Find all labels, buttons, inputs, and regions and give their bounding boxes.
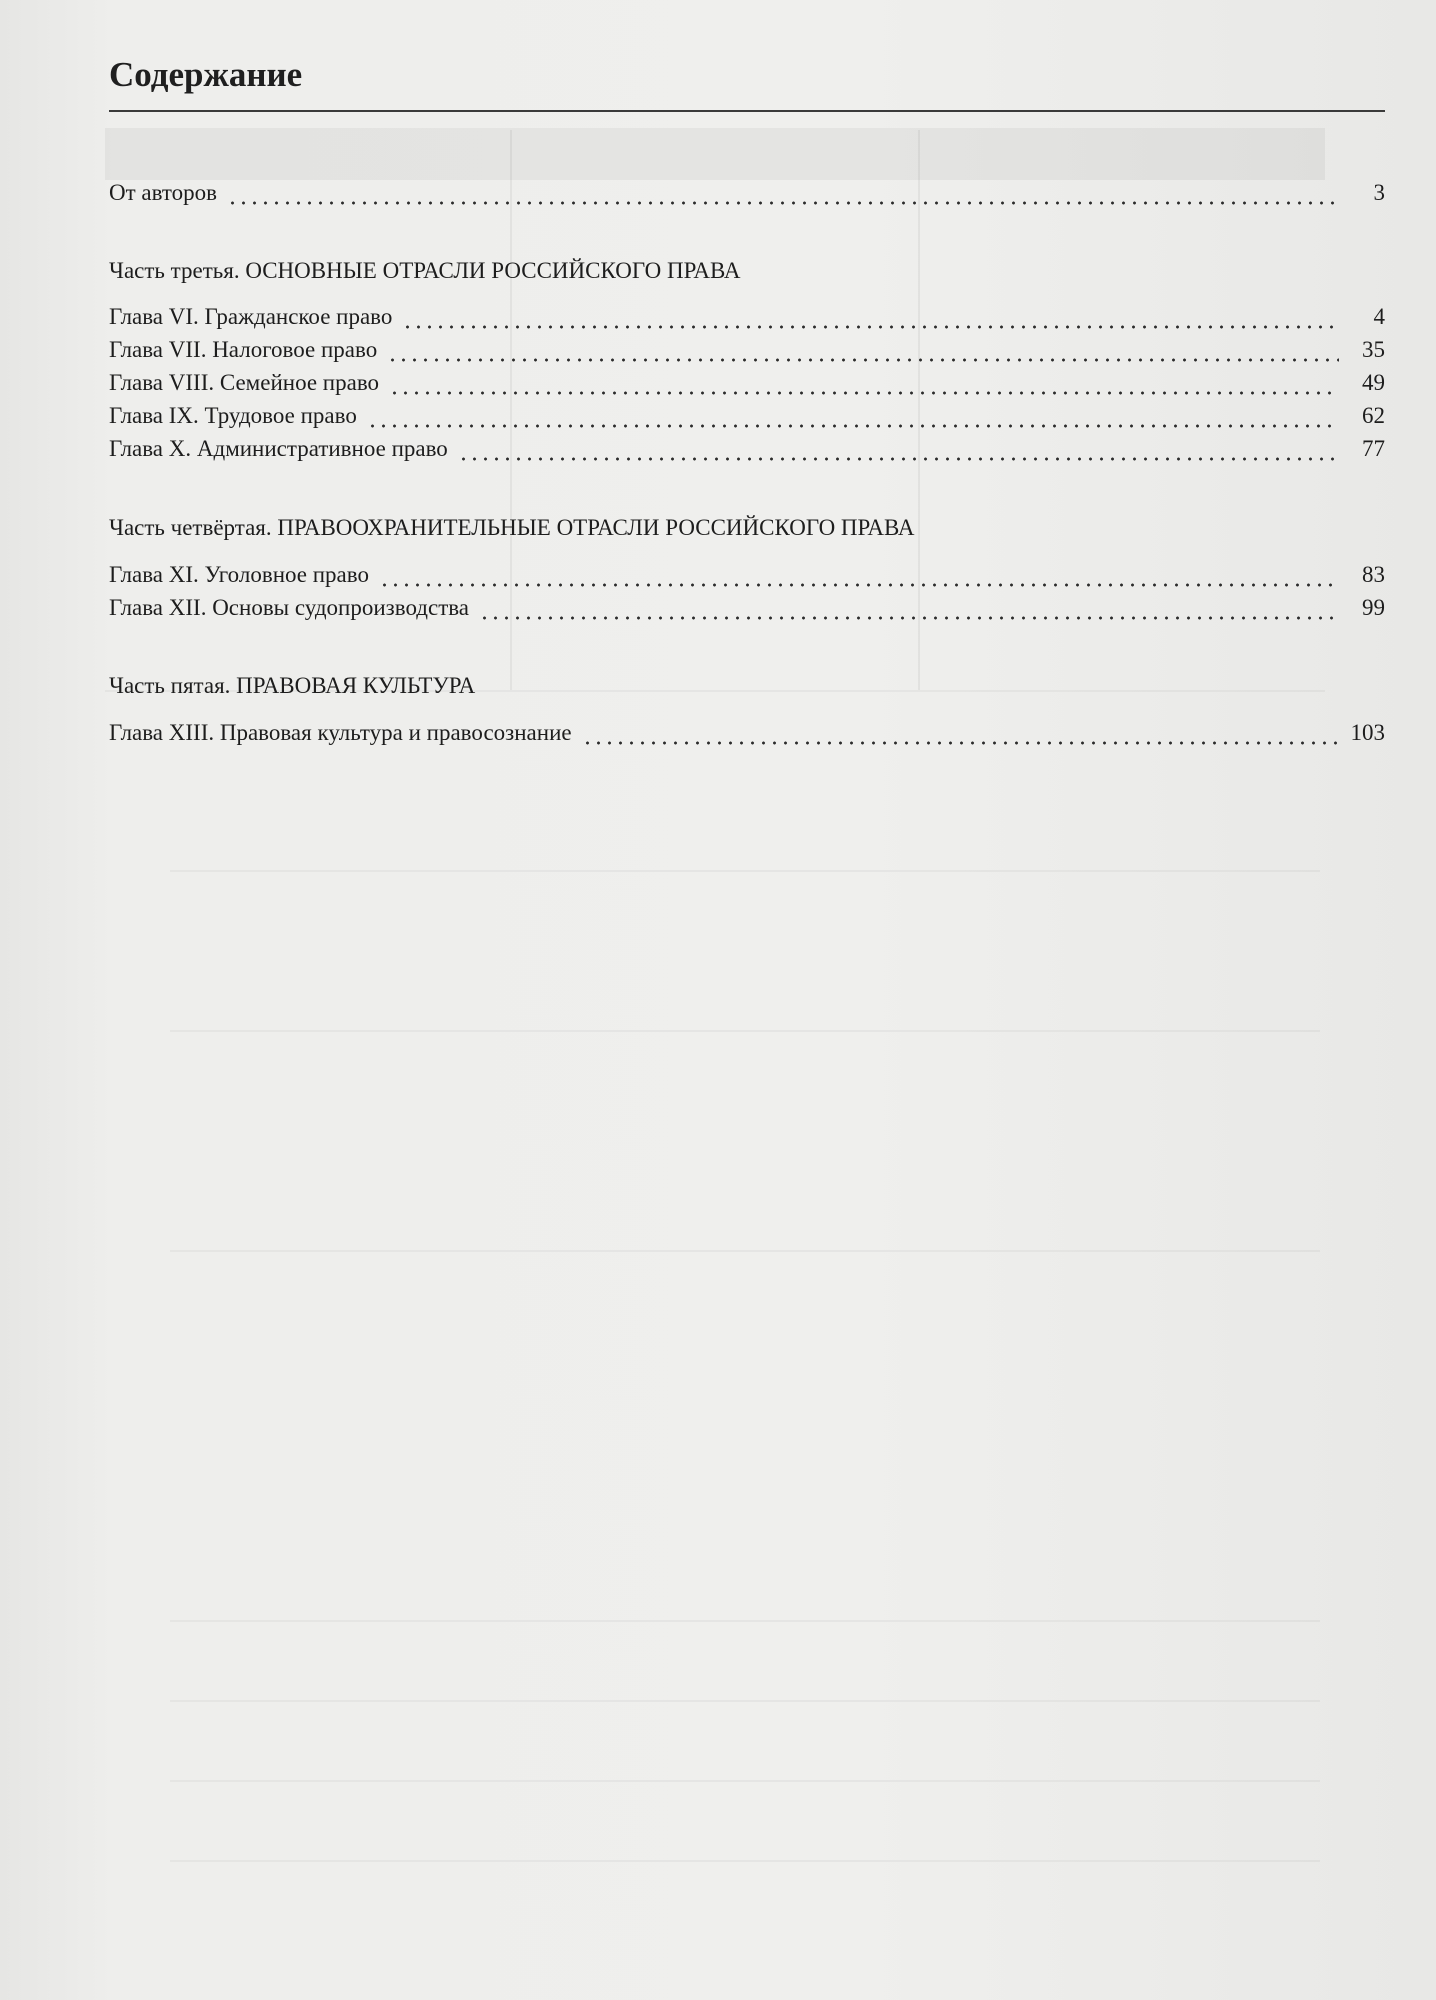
toc-entry-label: Глава X. Административное право: [109, 436, 448, 461]
toc-entry-label: От авторов: [109, 180, 218, 205]
toc-entry[interactable]: [109, 370, 1385, 404]
dot-leader: [582, 741, 1339, 745]
toc-entry-label: Глава XII. Основы судопроизводства: [109, 595, 470, 620]
toc-entry[interactable]: [109, 403, 1385, 437]
toc-entry-label: Глава VIII. Семейное право: [109, 370, 380, 395]
dot-leader: [367, 424, 1339, 428]
bleed-through-line: [170, 1860, 1320, 1862]
toc-page-number: 35: [1362, 337, 1385, 362]
toc-page-number: 49: [1362, 370, 1385, 395]
toc-page-number: 4: [1373, 304, 1385, 329]
part-heading: [109, 515, 915, 541]
dot-leader: [387, 358, 1339, 362]
toc-entry[interactable]: [109, 436, 1385, 470]
toc-entry-label: Глава VII. Налоговое право: [109, 337, 378, 362]
toc-entry-label: Глава VI. Гражданское право: [109, 304, 393, 329]
toc-page-number: 3: [1373, 180, 1385, 205]
toc-entry[interactable]: [109, 720, 1385, 754]
toc-entry[interactable]: [109, 304, 1385, 338]
bleed-through-line: [170, 1620, 1320, 1622]
bleed-through-line: [170, 870, 1320, 872]
dot-leader: [402, 325, 1339, 329]
part-prefix: Часть четвёртая.: [109, 515, 272, 540]
part-title: ОСНОВНЫЕ ОТРАСЛИ РОССИЙСКОГО ПРАВА: [245, 258, 741, 283]
toc-entry[interactable]: [109, 562, 1385, 596]
part-heading: [109, 258, 741, 284]
toc-page-number: 77: [1362, 436, 1385, 461]
toc-entry-label: Глава XI. Уголовное право: [109, 562, 369, 587]
toc-page-number: 83: [1362, 562, 1385, 587]
dot-leader: [227, 201, 1339, 205]
part-title: ПРАВОВАЯ КУЛЬТУРА: [236, 673, 476, 698]
page-title: Содержание: [109, 55, 303, 94]
toc-entry[interactable]: [109, 180, 1385, 214]
toc-page-number: 103: [1350, 720, 1385, 745]
bleed-through-line: [170, 1700, 1320, 1702]
bleed-through-band: [105, 128, 1325, 180]
bleed-through-line: [170, 1780, 1320, 1782]
dot-leader: [379, 583, 1339, 587]
part-prefix: Часть третья.: [109, 258, 240, 283]
title-rule: [109, 110, 1385, 112]
toc-page-number: 62: [1362, 403, 1385, 428]
toc-entry[interactable]: [109, 337, 1385, 371]
bleed-through-line: [170, 1250, 1320, 1252]
toc-entry[interactable]: [109, 595, 1385, 629]
dot-leader: [479, 616, 1339, 620]
toc-page-number: 99: [1362, 595, 1385, 620]
dot-leader: [458, 457, 1339, 461]
toc-entry-label: Глава IX. Трудовое право: [109, 403, 357, 428]
part-heading: [109, 673, 475, 699]
toc-entry-label: Глава XIII. Правовая культура и правосознание: [109, 720, 572, 745]
bleed-through-line: [170, 1030, 1320, 1032]
part-prefix: Часть пятая.: [109, 673, 231, 698]
dot-leader: [389, 391, 1339, 395]
part-title: ПРАВООХРАНИТЕЛЬНЫЕ ОТРАСЛИ РОССИЙСКОГО ПРАВА: [277, 515, 915, 540]
